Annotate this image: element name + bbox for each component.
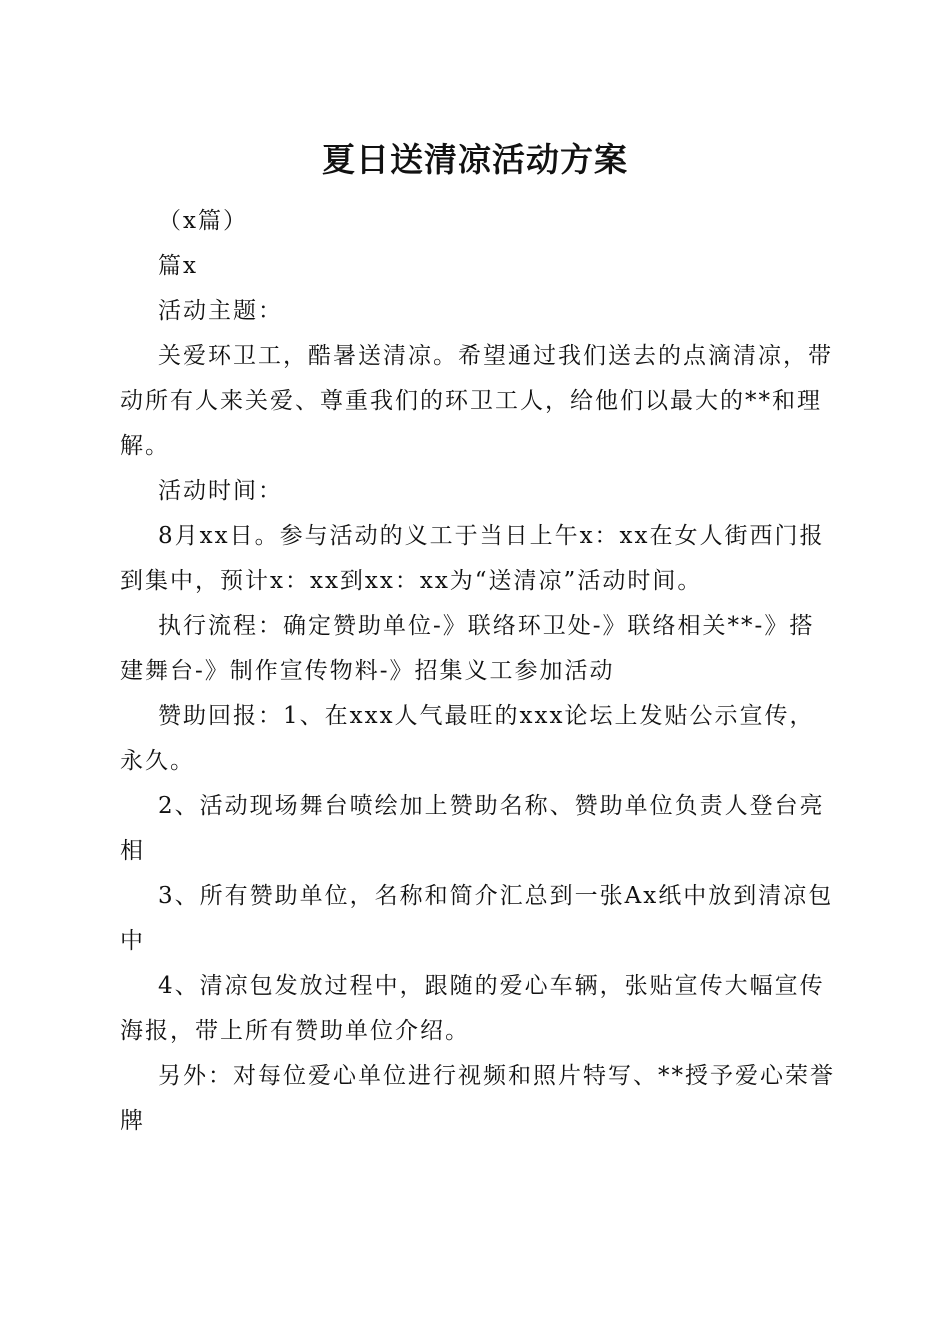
paragraph-process: 执行流程：确定赞助单位-》联络环卫处-》联络相关**-》搭建舞台-》制作宣传物料-》招集义工参加活动 [120,613,815,684]
document-body [120,199,836,1144]
paragraph-sponsor-return-3: 3、所有赞助单位，名称和简介汇总到一张Ax纸中放到清凉包中 [120,883,834,954]
paragraph-time-label: 活动时间： [158,478,283,504]
paragraph-section-count: （x篇） [158,208,248,234]
paragraph-additional: 另外：对每位爱心单位进行视频和照片特写、**授予爱心荣誉牌 [120,1063,835,1134]
paragraph-theme-label: 活动主题： [158,298,283,324]
document-title: 夏日送清凉活动方案 [322,140,628,179]
paragraph-sponsor-return-2: 2、活动现场舞台喷绘加上赞助名称、赞助单位负责人登台亮相 [120,793,825,864]
paragraph-section-heading: 篇x [158,253,198,279]
paragraph-theme-text: 关爱环卫工，酷暑送清凉。希望通过我们送去的点滴清凉，带动所有人来关爱、尊重我们的环卫工人，给他们以最大的**和理解。 [120,343,833,459]
paragraph-sponsor-return-1: 赞助回报：1、在xxx人气最旺的xxx论坛上发贴公示宣传，永久。 [120,703,815,774]
paragraph-sponsor-return-4: 4、清凉包发放过程中，跟随的爱心车辆，张贴宣传大幅宣传海报，带上所有赞助单位介绍。 [120,973,825,1044]
paragraph-time-text: 8月xx日。参与活动的义工于当日上午x：xx在女人街西门报到集中，预计x：xx到xx：xx为“送清凉”活动时间。 [120,523,825,594]
